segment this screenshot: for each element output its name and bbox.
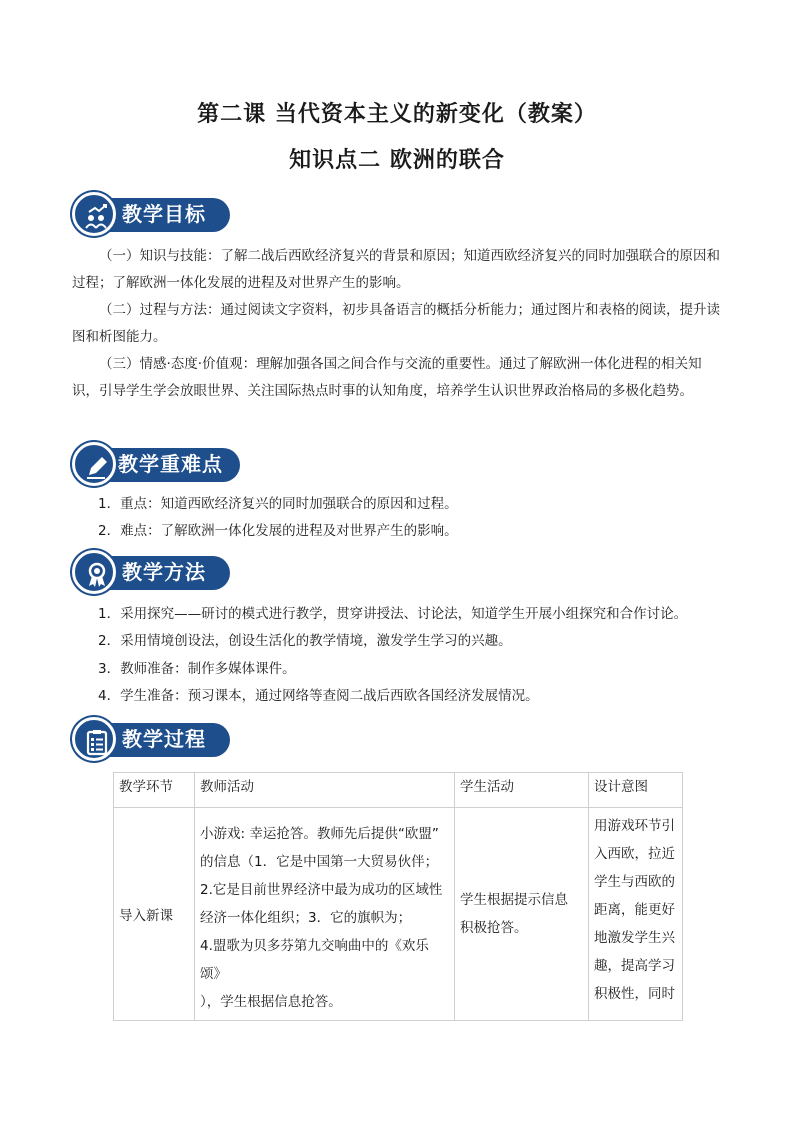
- section-header-process: [72, 717, 242, 761]
- method-item-1: 1．采用探究——研讨的模式进行教学，贯穿讲授法、讨论法，知道学生开展小组探究和合作讨论。: [98, 606, 688, 622]
- key-point-2: 2．难点：了解欧洲一体化发展的进程及对世界产生的影响。: [98, 523, 458, 539]
- document-title: 第二课 当代资本主义的新变化（教案）: [197, 102, 597, 127]
- intent-line: 距离，能更好: [594, 902, 675, 918]
- section-header-key-points: [72, 442, 247, 486]
- teacher-line: ），学生根据信息抢答。: [200, 994, 342, 1010]
- student-line: 学生根据提示信息: [460, 892, 568, 908]
- intent-line: 学生与西欧的: [594, 874, 675, 890]
- section-title-goals: 教学目标: [122, 202, 206, 226]
- table-header-row: [114, 773, 683, 808]
- intent-line: 趣，提高学习: [594, 958, 675, 974]
- section-header-goals: [72, 192, 242, 236]
- pencil-icon: [72, 442, 116, 486]
- clipboard-checklist-icon: [72, 717, 116, 761]
- ribbon-award-icon: [72, 550, 116, 594]
- section-header-methods: [72, 550, 242, 594]
- teaching-process-table: [113, 772, 683, 1021]
- people-growth-icon: [72, 192, 116, 236]
- table-header-cell: 教学环节: [119, 779, 173, 795]
- row-teacher-cell: [195, 808, 454, 1020]
- document-subtitle: 知识点二 欧洲的联合: [289, 148, 505, 173]
- section-title-methods: 教学方法: [122, 560, 206, 584]
- method-item-2: 2．采用情境创设法，创设生活化的教学情境，激发学生学习的兴趣。: [98, 633, 512, 649]
- table-header-cell: 设计意图: [594, 779, 648, 795]
- intent-line: 积极性，同时: [594, 986, 675, 1002]
- table-row: [114, 808, 683, 1021]
- row-intent-cell: [589, 808, 682, 1012]
- goal-paragraph-2: （二）过程与方法：通过阅读文字资料，初步具备语言的概括分析能力；通过图片和表格的阅读，提升读图和析图能力。: [72, 302, 720, 345]
- table-header-cell: 学生活动: [460, 779, 514, 795]
- goal-paragraph-3: （三）情感·态度·价值观：理解加强各国之间合作与交流的重要性。通过了解欧洲一体化进程的相关知识，引导学生学会放眼世界、关注国际热点时事的认知角度，培养学生认识世界政治格局的多极化趋势。: [72, 356, 702, 399]
- intent-line: 地激发学生兴: [594, 930, 675, 946]
- section-title-key-points: 教学重难点: [118, 452, 223, 476]
- teacher-line: 的信息（1．它是中国第一大贸易伙伴；: [200, 854, 439, 870]
- intent-line: 用游戏环节引: [594, 818, 675, 834]
- student-line: 积极抢答。: [460, 920, 528, 936]
- method-item-4: 4．学生准备：预习课本，通过网络等查阅二战后西欧各国经济发展情况。: [98, 688, 539, 704]
- teacher-line: 经济一体化组织；3．它的旗帜为；: [200, 910, 412, 926]
- intent-line: 入西欧，拉近: [594, 846, 675, 862]
- teacher-line: 2.它是目前世界经济中最为成功的区域性: [200, 882, 443, 898]
- row-student-cell: [455, 882, 588, 946]
- teacher-line: 4.盟歌为贝多芬第九交响曲中的《欢乐颂》: [200, 938, 429, 982]
- section-title-process: 教学过程: [122, 727, 206, 751]
- method-item-3: 3．教师准备：制作多媒体课件。: [98, 661, 296, 677]
- teacher-line: 小游戏: 幸运抢答。教师先后提供“欧盟”: [200, 826, 439, 842]
- table-header-cell: 教师活动: [200, 779, 254, 795]
- key-point-1: 1．重点：知道西欧经济复兴的同时加强联合的原因和过程。: [98, 496, 458, 512]
- goal-paragraph-1: （一）知识与技能：了解二战后西欧经济复兴的背景和原因；知道西欧经济复兴的同时加强联合的原因和过程；了解欧洲一体化发展的进程及对世界产生的影响。: [72, 248, 720, 291]
- row-stage-cell: 导入新课: [119, 908, 173, 924]
